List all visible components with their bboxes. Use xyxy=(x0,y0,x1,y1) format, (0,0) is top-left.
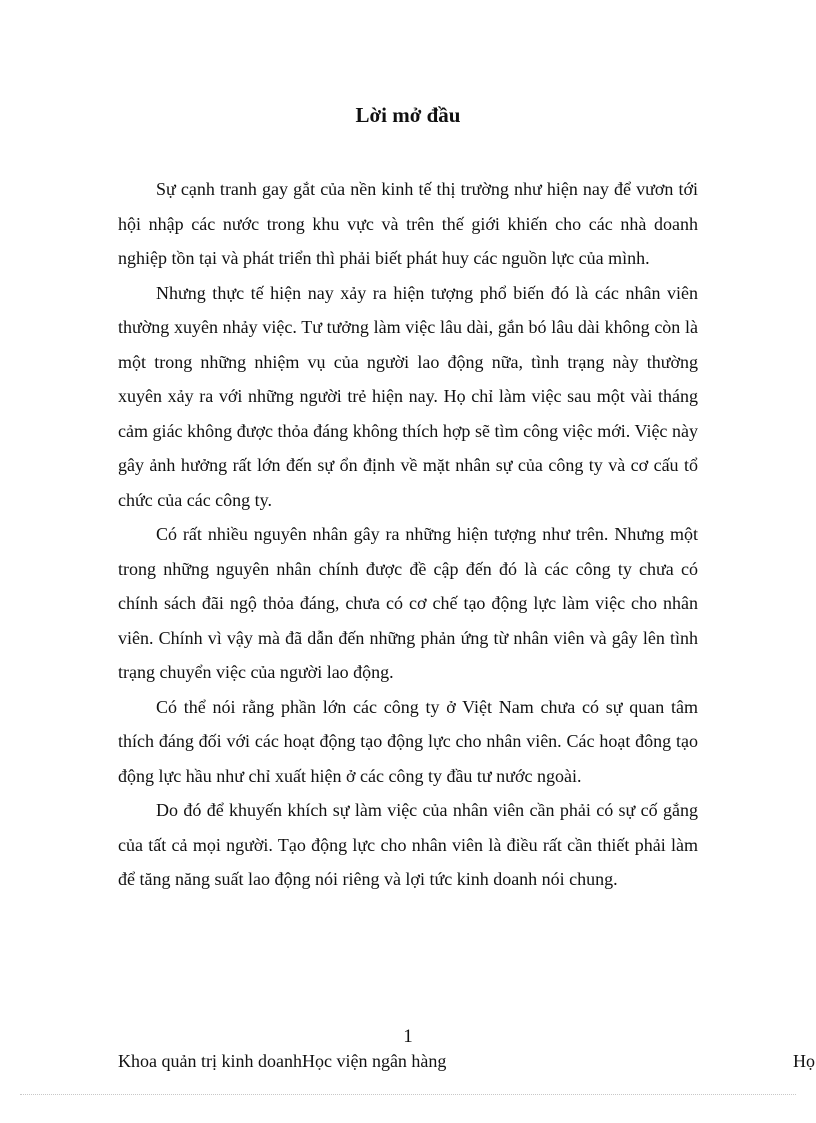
page-title: Lời mở đầu xyxy=(355,103,461,127)
paragraph-1: Sự cạnh tranh gay gắt của nền kinh tế thị trường như hiện nay để vươn tới hội nhập các nước trong khu vực và trên thế giới khiến cho các nhà doanh nghiệp tồn tại và phát triển thì phải biết phát huy các nguồn lực của mình. xyxy=(118,179,698,268)
page-number: 1 xyxy=(403,1026,413,1047)
paragraph-3: Có rất nhiều nguyên nhân gây ra những hiện tượng như trên. Nhưng một trong những nguyên nhân chính được đề cập đến đó là các công ty chưa có chính sách đãi ngộ thỏa đáng, chưa có cơ chế tạo động lực làm việc cho nhân viên. Chính vì vậy mà đã dẫn đến những phản ứng từ nhân viên và gây lên tình trạng chuyển việc của người lao động. xyxy=(118,524,698,682)
page-edge-divider xyxy=(20,1094,796,1095)
paragraph-4: Có thể nói rằng phần lớn các công ty ở Việt Nam chưa có sự quan tâm thích đáng đối với các hoạt động tạo động lực cho nhân viên. Các hoạt đông tạo động lực hầu như chỉ xuất hiện ở các công ty đầu tư nước ngoài. xyxy=(118,696,698,786)
body-text xyxy=(118,172,698,897)
footer-right-text: Họ xyxy=(793,1051,815,1071)
footer-left-text: Khoa quản trị kinh doanhHọc viện ngân hàng xyxy=(118,1051,447,1071)
paragraph-5: Do đó để khuyến khích sự làm việc của nhân viên cần phải có sự cố gắng của tất cả mọi người. Tạo động lực cho nhân viên là điều rất cần thiết phải làm để tăng năng suất lao động nói riêng và lợi tức kinh doanh nói chung. xyxy=(118,800,698,889)
paragraph-2: Nhưng thực tế hiện nay xảy ra hiện tượng phổ biến đó là các nhân viên thường xuyên nhảy việc. Tư tưởng làm việc lâu dài, gắn bó lâu dài không còn là một trong những nhiệm vụ của người lao động nữa, tình trạng này thường xuyên xảy ra với những người trẻ hiện nay. Họ chỉ làm việc sau một vài tháng cảm giác không được thỏa đáng không thích hợp sẽ tìm công việc mới. Việc này gây ảnh hưởng rất lớn đến sự ổn định về mặt nhân sự của công ty và cơ cấu tổ chức của các công ty. xyxy=(118,282,698,510)
